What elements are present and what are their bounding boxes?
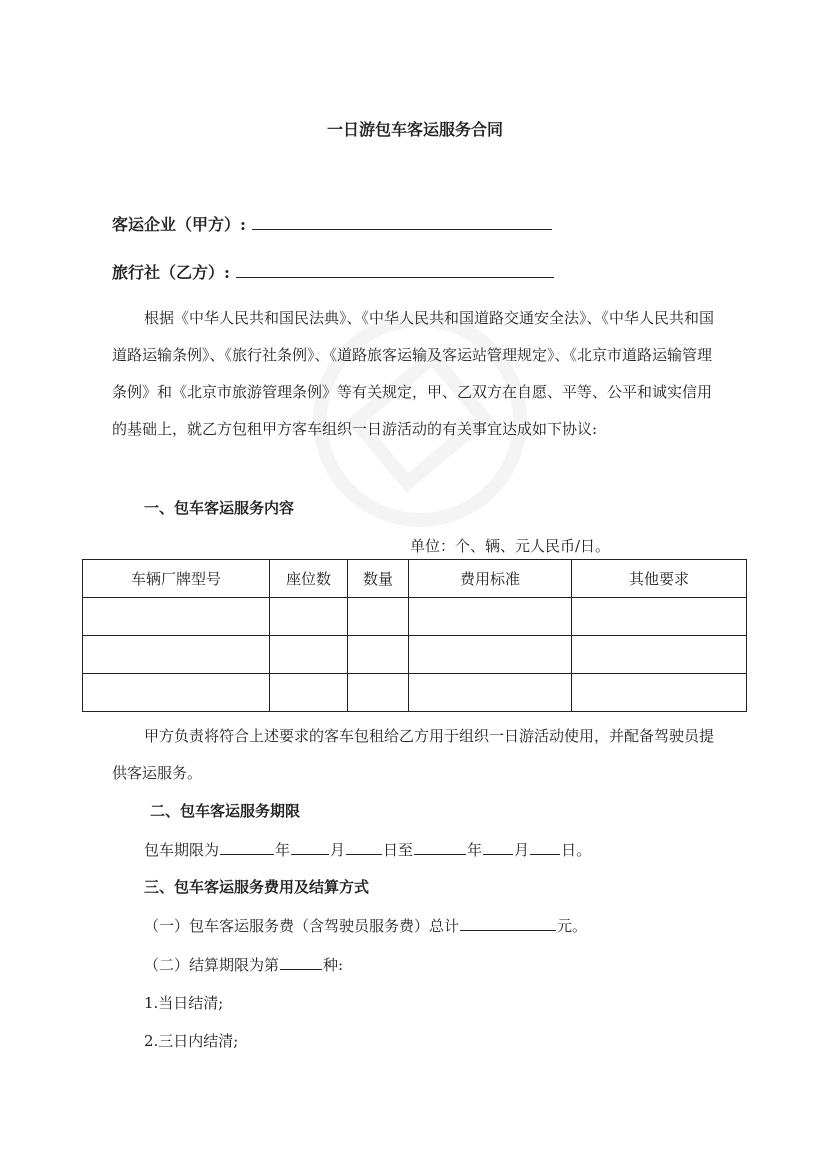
settlement-line <box>144 954 343 975</box>
table-cell[interactable] <box>270 598 348 636</box>
table-cell[interactable] <box>83 674 270 712</box>
fee-suffix: 元。 <box>557 917 588 935</box>
table-cell[interactable] <box>348 674 409 712</box>
party-a-line <box>112 212 552 235</box>
table-cell[interactable] <box>409 636 572 674</box>
period-year2-label: 年 <box>467 841 483 859</box>
vehicle-table <box>82 559 747 712</box>
option-three-days: 2.三日内结清; <box>144 1032 239 1050</box>
party-b-label: 旅行社（乙方）: <box>112 263 230 282</box>
period-year-label: 年 <box>275 841 291 859</box>
section3-heading: 三、包车客运服务费用及结算方式 <box>144 878 370 896</box>
section1-note: 甲方负责将符合上述要求的客车包租给乙方用于组织一日游活动使用，并配备驾驶员提供客运服务。 <box>112 727 715 782</box>
section2-heading: 二、包车客运服务期限 <box>150 802 301 820</box>
table-header-row <box>83 560 747 598</box>
settlement-prefix: （二）结算期限为第 <box>144 956 280 974</box>
period-month-label: 月 <box>330 841 346 859</box>
period-prefix: 包车期限为 <box>144 841 220 859</box>
fee-prefix: （一）包车客运服务费（含驾驶员服务费）总计 <box>144 917 460 935</box>
table-cell[interactable] <box>409 598 572 636</box>
period-month2-label: 月 <box>514 841 530 859</box>
party-b-line <box>112 260 554 283</box>
preamble-paragraph: 根据《中华人民共和国民法典》、《中华人民共和国道路交通安全法》、《中华人民共和国道路运输条例》、《旅行社条例》、《道路旅客运输及客运站管理规定》、《北京市道路运输管理条例》和《北京市旅游管理条例》等有关规定，甲、乙双方在自愿、平等、公平和诚实信用的基础上，就乙方包租甲方客车组织一日游活动的有关事宜达成如下协议: <box>112 309 715 438</box>
table-cell[interactable] <box>572 674 747 712</box>
table-row <box>83 598 747 636</box>
period-day-to-label: 日至 <box>383 841 414 859</box>
table-cell[interactable] <box>348 636 409 674</box>
party-a-label: 客运企业（甲方）: <box>112 215 246 234</box>
table-cell[interactable] <box>409 674 572 712</box>
start-month-blank[interactable] <box>291 840 329 855</box>
party-a-blank[interactable] <box>252 213 552 230</box>
period-day-end-label: 日。 <box>561 841 592 859</box>
table-cell[interactable] <box>270 674 348 712</box>
col-header-quantity: 数量 <box>348 560 409 598</box>
end-day-blank[interactable] <box>530 840 560 855</box>
col-header-seats: 座位数 <box>270 560 348 598</box>
document-title: 一日游包车客运服务合同 <box>326 120 503 139</box>
settlement-choice-blank[interactable] <box>280 955 322 970</box>
fee-line <box>144 915 587 936</box>
table-row <box>83 674 747 712</box>
start-day-blank[interactable] <box>346 840 382 855</box>
fee-total-blank[interactable] <box>460 916 556 931</box>
table-cell[interactable] <box>348 598 409 636</box>
col-header-model: 车辆厂牌型号 <box>83 560 270 598</box>
period-line <box>144 839 591 860</box>
party-b-blank[interactable] <box>236 261 554 278</box>
section1-heading: 一、包车客运服务内容 <box>144 499 295 517</box>
unit-note: 单位：个、辆、元人民币/日。 <box>410 537 611 555</box>
col-header-other: 其他要求 <box>572 560 747 598</box>
table-row <box>83 636 747 674</box>
table-cell[interactable] <box>572 598 747 636</box>
end-year-blank[interactable] <box>414 840 466 855</box>
table-cell[interactable] <box>572 636 747 674</box>
table-cell[interactable] <box>83 598 270 636</box>
table-cell[interactable] <box>83 636 270 674</box>
table-cell[interactable] <box>270 636 348 674</box>
col-header-fee: 费用标准 <box>409 560 572 598</box>
end-month-blank[interactable] <box>483 840 513 855</box>
option-same-day: 1.当日结清; <box>144 994 224 1012</box>
settlement-suffix: 种: <box>323 956 344 974</box>
start-year-blank[interactable] <box>220 840 274 855</box>
